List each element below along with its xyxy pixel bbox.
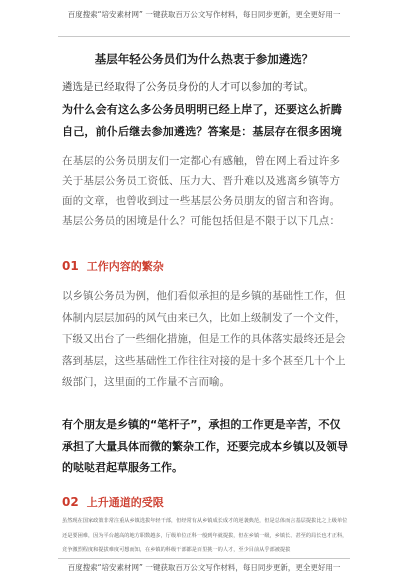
header-divider (58, 36, 350, 37)
section-label: 工作内容的繁杂 (86, 260, 164, 273)
body-paragraph-3-bold: 有个朋友是乡镇的“笔杆子”，承担的工作更是辛苦，不仅承担了大量具体而微的繁杂工作，还要完成本乡镇以及领导的哒哒君起草服务工作。 (62, 418, 348, 474)
page-footer: 百度搜索“培安素材网” 一键获取百万公文写作材料，每日同步更新，更全更好用一 (67, 563, 341, 572)
page-title: 基层年轻公务员们为什么热衷于参加遴选？ (94, 52, 314, 66)
body-paragraph-4-small: 虽然现在国家政策非常注重从乡镇选拔年轻干部，但经常有从乡镇成长成才的逆袭典范，但是总体而言基层提拔比之上级单位还是要困难，因为平台越高的地方职数越多，厅级单位正科一般到年就提拔，但在乡镇一级，乡镇长、甚至的局长也才正科，竞争激烈程度和提拔难度可想而知，在乡镇的科级干部都是百里挑一的人才，至少目前从乎部被提拔 (62, 518, 348, 553)
section-heading-2 (62, 494, 164, 510)
page-header: 百度搜索“培安素材网” 一键获取百万公文写作材料，每日同步更新，更全更好用一 (67, 10, 341, 19)
intro-paragraph: 遴选是已经取得了公务员身份的人才可以参加的考试。 (62, 81, 314, 93)
section-number: 02 (62, 495, 79, 509)
body-paragraph-1: 在基层的公务员朋友们一定都心有感触，曾在网上看过许多关于基层公务员工资低、压力大、晋升难以及逃离乡镇等方面的文章，也曾收到过一些基层公务员朋友的留言和咨询。基层公务员的困境是什么？可能包括但是不限于以下几点： (62, 155, 341, 227)
question-paragraph: 为什么会有这么多公务员明明已经上岸了，还要这么折腾自己，前仆后继去参加遴选？答案是：基层存在很多困境 (62, 103, 342, 138)
section-label: 上升通道的受限 (86, 496, 164, 509)
footer-divider (58, 558, 350, 559)
section-heading-1 (62, 258, 164, 274)
body-paragraph-2: 以乡镇公务员为例，他们看似承担的是乡镇的基础性工作，但体制内层层加码的风气由来已久，比如上级制发了一个文件，下级又出台了一些细化措施，但是工作的具体落实最终还是会落到基层，这些基础性工作往往对接的是十多个甚至几十个上级部门，这里面的工作量不言而喻。 (62, 290, 346, 388)
section-number: 01 (62, 259, 79, 273)
